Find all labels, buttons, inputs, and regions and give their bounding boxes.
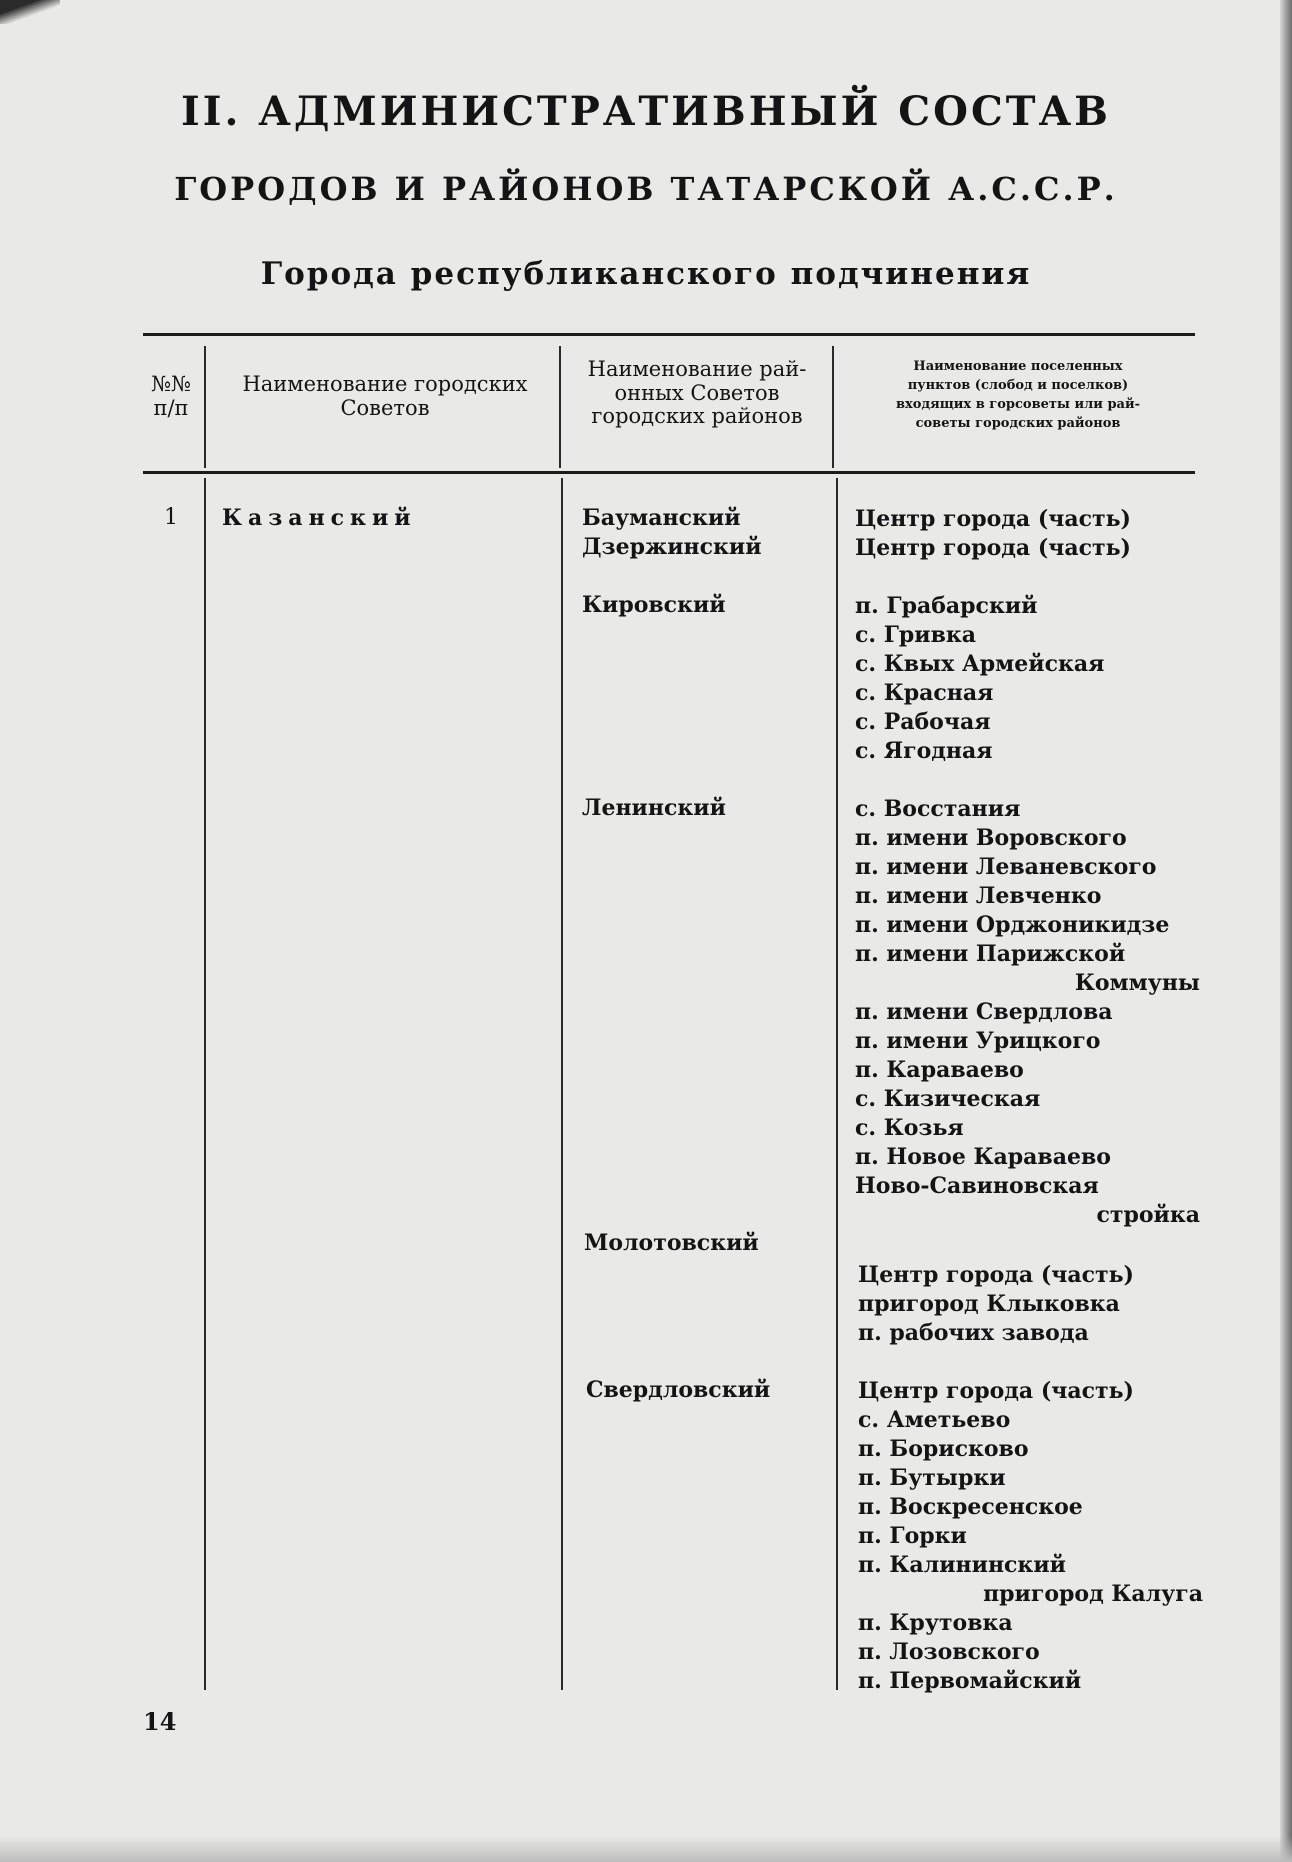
settlement-item: п. Воскресенское	[858, 1494, 1083, 1520]
settlement-item: Центр города (часть)	[855, 535, 1131, 561]
column-divider	[836, 478, 838, 1690]
settlement-item: п. Борисково	[858, 1436, 1029, 1462]
header-settlements	[838, 358, 1198, 433]
settlement-item: с. Гривка	[855, 622, 977, 648]
header-line: советы городских районов	[915, 415, 1121, 431]
settlement-item: п. имени Левченко	[855, 883, 1102, 909]
settlement-item: п. имени Парижской	[855, 941, 1126, 967]
page-bottom-shadow	[0, 1836, 1292, 1862]
row-number: 1	[164, 505, 178, 530]
header-line: №№	[151, 372, 191, 396]
settlement-list	[855, 795, 1200, 1230]
header-district-councils	[564, 358, 830, 429]
column-divider	[561, 478, 563, 1690]
settlement-item: с. Козья	[855, 1115, 964, 1141]
header-number	[140, 373, 202, 420]
settlement-item: с. Квых Армейская	[855, 651, 1105, 677]
settlement-list	[858, 1261, 1134, 1348]
header-line: Советов	[340, 395, 430, 420]
settlement-item: с. Аметьево	[858, 1407, 1011, 1433]
section-title-line2: ГОРОДОВ И РАЙОНОВ ТАТАРСКОЙ А.С.С.Р.	[174, 170, 1118, 208]
settlement-item: Ново-Савиновская	[855, 1173, 1099, 1199]
district-name: Молотовский	[584, 1230, 759, 1256]
header-line: Наименование рай-	[587, 357, 807, 381]
settlement-item: п. имени Урицкого	[855, 1028, 1101, 1054]
column-divider	[204, 346, 206, 468]
district-name: Свердловский	[586, 1377, 771, 1403]
settlement-item-continuation: Коммуны	[1074, 970, 1200, 996]
city-council-name: Казанский	[222, 505, 417, 531]
settlement-item: п. Первомайский	[858, 1668, 1082, 1694]
header-line: входящих в горсоветы или рай-	[895, 396, 1141, 412]
settlement-item: с. Красная	[855, 680, 994, 706]
header-line: пунктов (слобод и поселков)	[907, 377, 1129, 393]
header-line: Наименование городских	[242, 372, 528, 396]
page-number: 14	[143, 1707, 177, 1736]
header-line: п/п	[153, 395, 189, 420]
settlement-item: Центр города (часть)	[858, 1378, 1134, 1404]
settlement-list	[855, 592, 1104, 766]
column-divider	[204, 478, 206, 1690]
page-corner-shadow	[0, 0, 60, 24]
settlement-item: п. Горки	[858, 1523, 967, 1549]
header-line: Наименование поселенных	[913, 359, 1123, 374]
settlement-item: пригород Клыковка	[858, 1291, 1120, 1317]
settlement-list	[858, 1377, 1203, 1696]
settlement-item: п. имени Леваневского	[855, 854, 1157, 880]
settlement-item: п. Новое Караваево	[855, 1144, 1111, 1170]
district-name: Кировский	[582, 592, 726, 618]
settlement-item: с. Рабочая	[855, 709, 991, 735]
district-name: Бауманский	[582, 505, 741, 531]
settlement-item: п. рабочих завода	[858, 1320, 1089, 1346]
settlement-item: Центр города (часть)	[855, 506, 1131, 532]
section-subtitle: Города республиканского подчинения	[260, 256, 1032, 292]
column-divider	[832, 346, 834, 468]
settlement-item: п. Караваево	[855, 1057, 1024, 1083]
table-top-rule	[143, 333, 1195, 336]
table-header-rule	[143, 471, 1195, 474]
settlement-item-continuation: пригород Калуга	[983, 1581, 1203, 1607]
settlement-item: с. Кизическая	[855, 1086, 1041, 1112]
settlement-item-continuation: стройка	[1096, 1202, 1200, 1228]
header-line: городских районов	[591, 404, 803, 429]
settlement-item: п. Крутовка	[858, 1610, 1013, 1636]
settlement-list	[855, 505, 1131, 563]
district-name: Дзержинский	[582, 534, 762, 560]
settlement-item: п. Калининский	[858, 1552, 1066, 1578]
settlement-item: с. Восстания	[855, 796, 1021, 822]
settlement-item: п. имени Свердлова	[855, 999, 1113, 1025]
settlement-item: п. Лозовского	[858, 1639, 1040, 1665]
settlement-item: Центр города (часть)	[858, 1262, 1134, 1288]
settlement-item: п. имени Воровского	[855, 825, 1127, 851]
district-name: Ленинский	[582, 795, 726, 821]
header-city-councils	[210, 373, 560, 420]
header-line: онных Советов	[614, 380, 780, 405]
settlement-item: п. Бутырки	[858, 1465, 1006, 1491]
settlement-item: п. имени Орджоникидзе	[855, 912, 1170, 938]
settlement-item: с. Ягодная	[855, 738, 993, 764]
section-title: II. АДМИНИСТРАТИВНЫЙ СОСТАВ	[181, 88, 1111, 135]
settlement-item: п. Грабарский	[855, 593, 1038, 619]
